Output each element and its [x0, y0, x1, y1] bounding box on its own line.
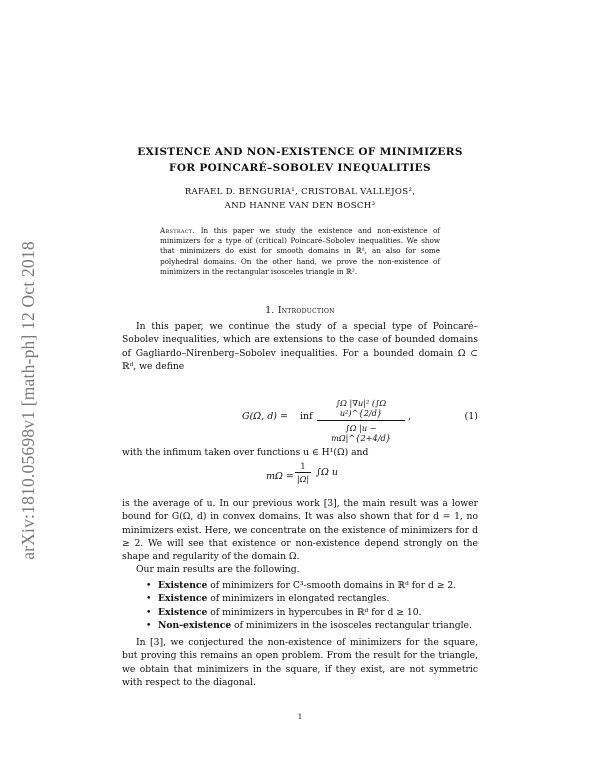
abstract-text: In this paper we study the existence and non-existence of minimizers for a type of (critical) Poincaré–Sobolev inequalities. We show that minimizers do exist for smooth domains in ℝᵈ, an also for some polyhedral domains. On the other hand, we prove the non-existence of minimizers in the rectangular isosceles triangle in ℝ².: [160, 226, 440, 276]
eq2-denominator: |Ω|: [296, 474, 310, 484]
author-list: [122, 186, 478, 213]
eq1-tag: (1): [464, 411, 478, 422]
eq1-comma: ,: [408, 411, 412, 422]
eq2-fraction: [295, 461, 311, 484]
authors-line-2: AND HANNE VAN DEN BOSCH³: [224, 200, 376, 211]
eq2-numerator: 1: [295, 461, 311, 473]
arxiv-id-text: arXiv:1810.05698v1 [math-ph] 12 Oct 2018: [17, 240, 38, 560]
title-line-2: FOR POINCARÉ–SOBOLEV INEQUALITIES: [169, 162, 431, 174]
eq1-lhs: G(Ω, d) =: [242, 411, 288, 422]
eq2-lhs: mΩ =: [266, 471, 294, 482]
abstract: [160, 226, 440, 277]
list-item: [146, 606, 478, 619]
intro-paragraph-3: is the average of u. In our previous work [3], the main result was a lower bound for G(Ω, d) in convex domains. It was also shown that for d = 1, no minimizers exist. Here, we concentrate on the existence of minimizers for d ≥ 2. We will see that existence or non-existence depend strongly on the shape and regularity of the domain Ω.: [122, 498, 478, 563]
eq2-rhs: ∫Ω u: [316, 467, 338, 478]
result-text: of minimizers in hypercubes in ℝᵈ for d ≥ 10.: [207, 606, 422, 618]
result-text: of minimizers in elongated rectangles.: [207, 593, 390, 605]
equation-average: [122, 460, 478, 490]
intro-paragraph-5: In [3], we conjectured the non-existence of minimizers for the square, but proving this remains an open problem. From the result for the triangle, we obtain that minimizers in the square, if they exist, are not symmetric with respect to the diagonal.: [122, 637, 478, 688]
title-line-1: EXISTENCE AND NON-EXISTENCE OF MINIMIZERS: [137, 146, 463, 158]
abstract-label: Abstract.: [160, 226, 196, 235]
page-number: 1: [297, 712, 303, 721]
equation-1: [122, 398, 478, 443]
result-bold: Existence: [158, 593, 208, 605]
intro-paragraph-1: In this paper, we continue the study of a special type of Poincaré–Sobolev inequalities, which are extensions to the case of bounded domains of Gagliardo–Nirenberg–Sobolev inequalities. For a bounded domain Ω ⊂ ℝᵈ, we define: [122, 321, 478, 372]
eq1-denominator: ∫Ω |u − mΩ|^{2+4/d}: [331, 423, 391, 443]
intro-paragraph-2: with the infimum taken over functions u ∈ H¹(Ω) and: [122, 447, 369, 458]
main-results-list: [146, 579, 478, 632]
arxiv-identifier-stamp: [14, 200, 42, 600]
result-bold: Existence: [158, 606, 208, 618]
result-text: of minimizers for C³-smooth domains in ℝᵈ for d ≥ 2.: [207, 580, 457, 591]
section-heading: 1. Introduction: [265, 305, 335, 316]
intro-paragraph-4: Our main results are the following.: [136, 564, 300, 575]
result-text: of minimizers in the isosceles rectangular triangle.: [231, 619, 472, 631]
eq1-inf: inf: [300, 411, 313, 422]
authors-line-1: RAFAEL D. BENGURIA¹, CRISTOBAL VALLEJOS²,: [184, 187, 416, 197]
list-item: [146, 619, 478, 632]
eq1-numerator: ∫Ω |∇u|² (∫Ω u²)^{2/d}: [317, 398, 405, 421]
result-bold: Existence: [158, 580, 208, 591]
paper-title: [122, 144, 478, 176]
eq1-fraction: [317, 398, 405, 443]
result-bold: Non-existence: [158, 619, 232, 631]
list-item: [146, 579, 478, 592]
list-item: [146, 592, 478, 605]
